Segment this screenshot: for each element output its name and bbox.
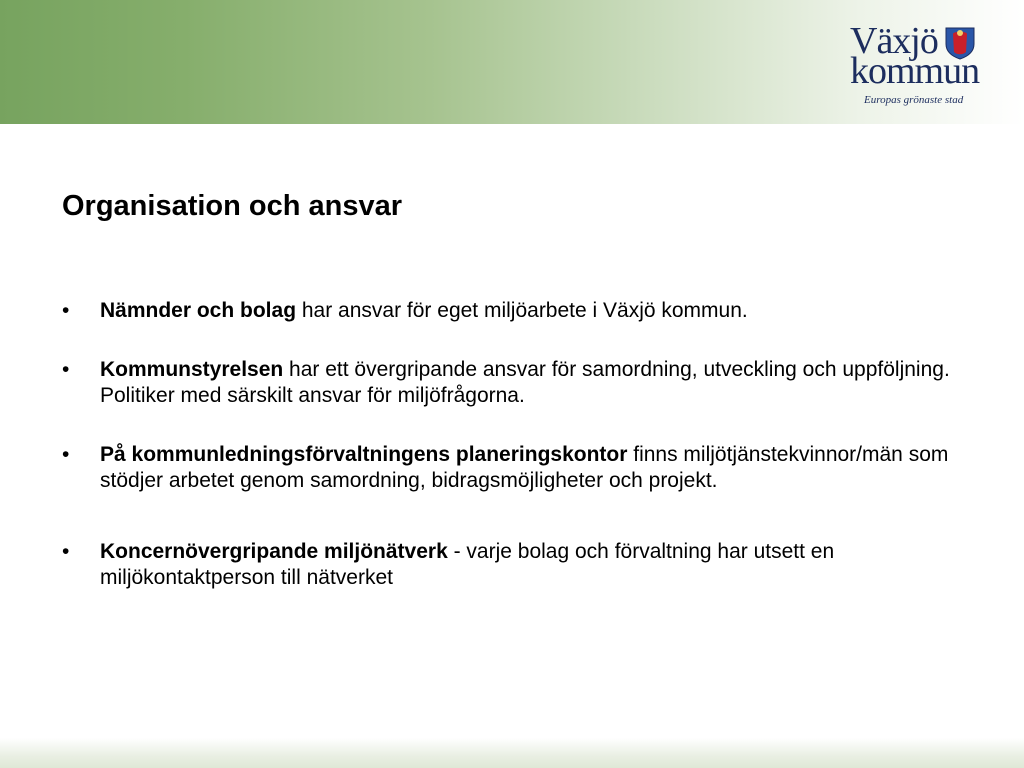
bullet-item <box>62 357 982 409</box>
bullet-marker: • <box>62 299 70 322</box>
slide-title: Organisation och ansvar <box>62 190 403 222</box>
logo-text-kommun: kommun <box>850 50 980 92</box>
footer-band <box>0 738 1024 768</box>
bullet-bold-lead: På kommunledningsförvaltningens planeringskontor <box>100 443 628 466</box>
bullet-bold-lead: Kommunstyrelsen <box>100 358 284 381</box>
bullet-text: finns miljötjänstekvinnor/män som stödjer arbetet genom samordning, bidragsmöjligheter och projekt. <box>100 443 949 492</box>
bullet-bold-lead: Nämnder och bolag <box>100 299 297 322</box>
bullet-text: - varje bolag och förvaltning har utsett en miljökontaktperson till nätverket <box>100 540 835 589</box>
bullet-marker: • <box>62 443 70 466</box>
bullet-item <box>62 298 982 324</box>
logo-tagline: Europas grönaste stad <box>864 94 964 106</box>
bullet-text: har ansvar för eget miljöarbete i Växjö kommun. <box>296 299 748 322</box>
bullet-marker: • <box>62 540 70 563</box>
bullet-item <box>62 539 982 591</box>
bullet-list <box>62 298 982 591</box>
vaxjo-kommun-logo <box>846 22 996 114</box>
bullet-item <box>62 442 982 494</box>
logo-text-vaxjo: Växjö <box>850 20 938 62</box>
bullet-marker: • <box>62 358 70 381</box>
bullet-bold-lead: Koncernövergripande miljönätverk <box>100 540 448 563</box>
bullet-text: har ett övergripande ansvar för samordning, utveckling och uppföljning. Politiker med särskilt ansvar för miljöfrågorna. <box>100 358 950 407</box>
